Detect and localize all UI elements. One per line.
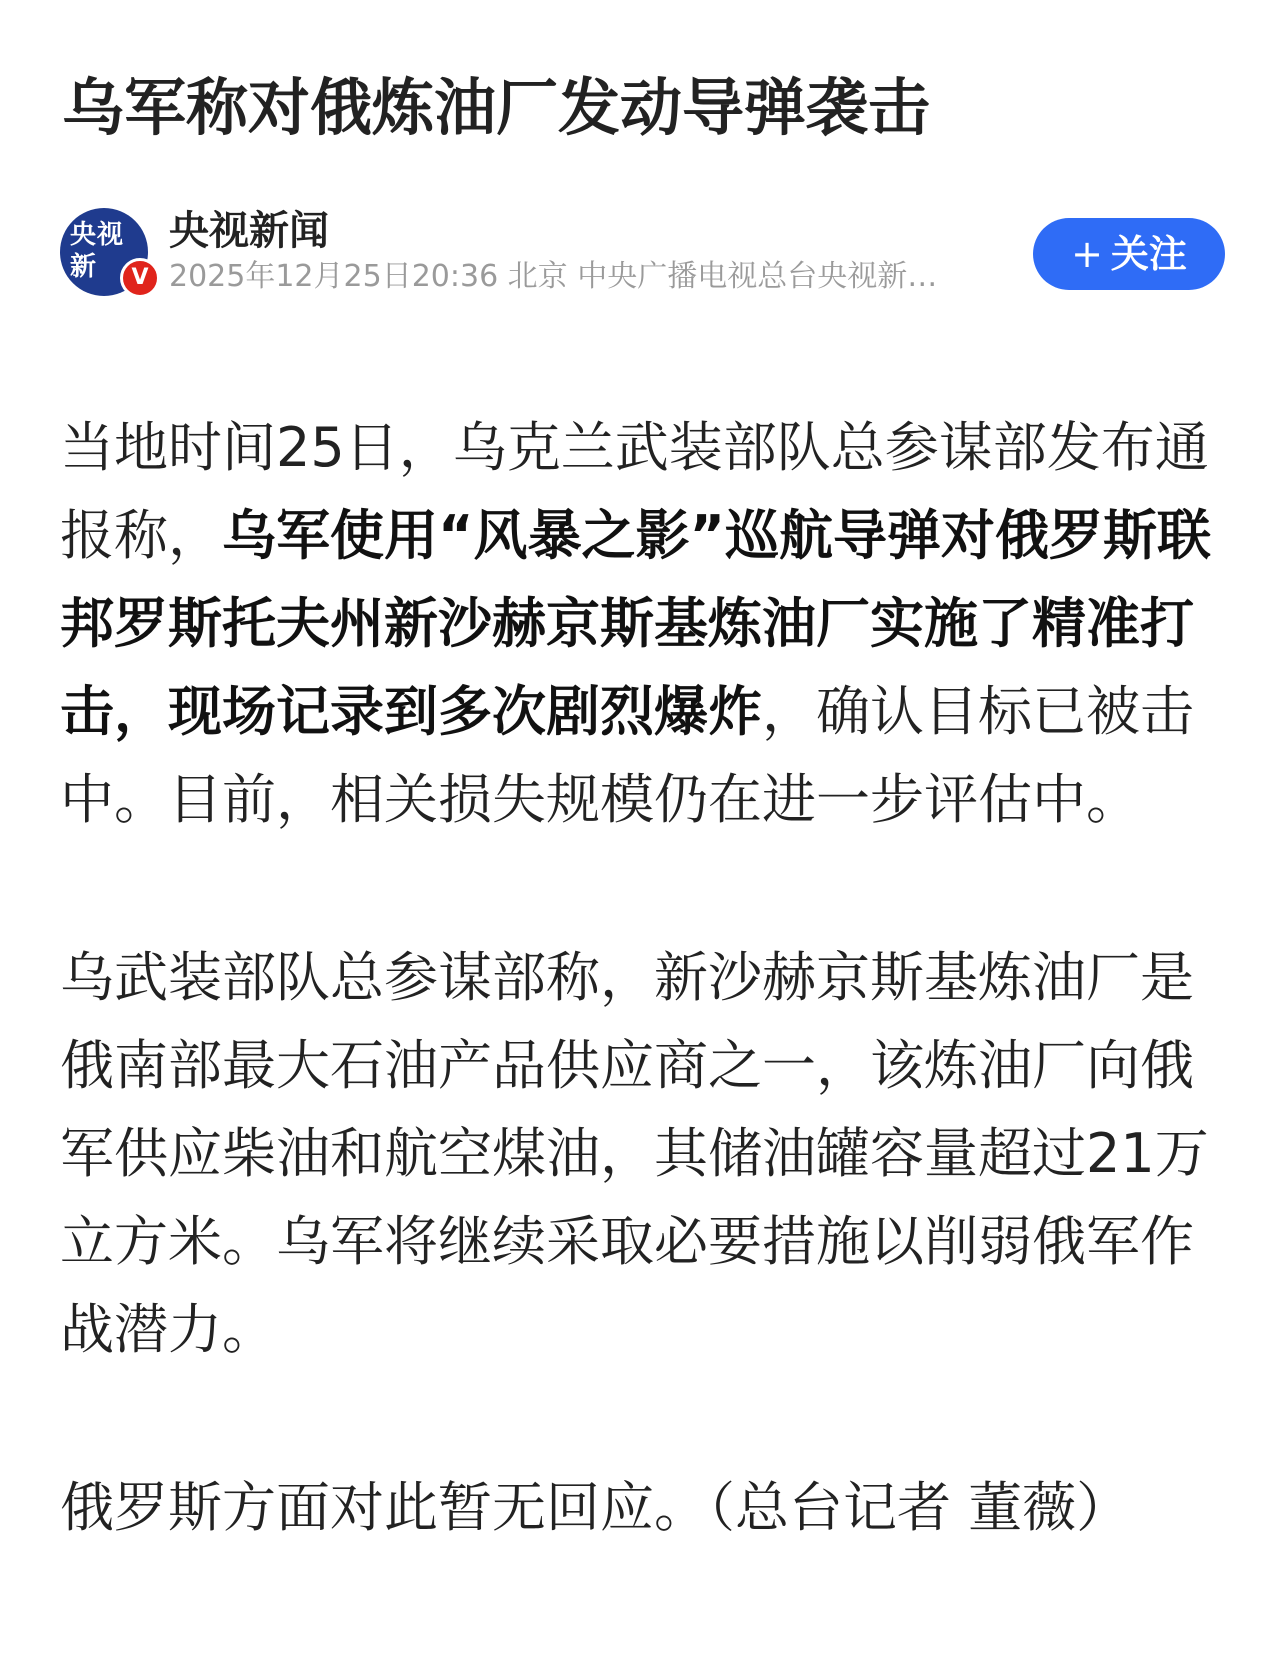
paragraph-1-bold-text: 乌军使用“风暴之影”巡航导弹对俄罗斯联邦罗斯托夫州新沙赫京斯基炼油厂实施了精准打击，现场记录到多次剧烈爆炸: [60, 504, 1211, 743]
article-body: [60, 404, 1225, 1552]
paragraph-1-text-b: ，确认目标已被击中。目前，相关损失规模仍在进一步评估中。: [60, 680, 1194, 831]
author-bar: [60, 206, 1225, 296]
follow-label: 关注: [1110, 232, 1187, 276]
follow-button[interactable]: [1033, 218, 1225, 290]
paragraph-1-text-a: 当地时间25日，乌克兰武装部队总参谋部发布通报称，: [60, 416, 1209, 567]
paragraph-2: 乌武装部队总参谋部称，新沙赫京斯基炼油厂是俄南部最大石油产品供应商之一，该炼油厂向俄军供应柴油和航空煤油，其储油罐容量超过21万立方米。乌军将继续采取必要措施以削弱俄军作战潜力。: [60, 946, 1209, 1361]
avatar-text-top: 央视: [70, 220, 125, 250]
paragraph-1: [60, 404, 1225, 844]
avatar-text-bottom: 新: [70, 252, 98, 282]
plus-icon: +: [1071, 232, 1103, 276]
publish-meta: 2025年12月25日20:36 北京 中央广播电视总台央视新…: [169, 259, 938, 294]
paragraph-3: 俄罗斯方面对此暂无回应。（总台记者 董薇）: [60, 1476, 1131, 1539]
author-name[interactable]: 央视新闻: [169, 208, 329, 254]
verified-badge-icon: V: [120, 258, 160, 298]
article-title: 乌军称对俄炼油厂发动导弹袭击: [62, 71, 931, 144]
